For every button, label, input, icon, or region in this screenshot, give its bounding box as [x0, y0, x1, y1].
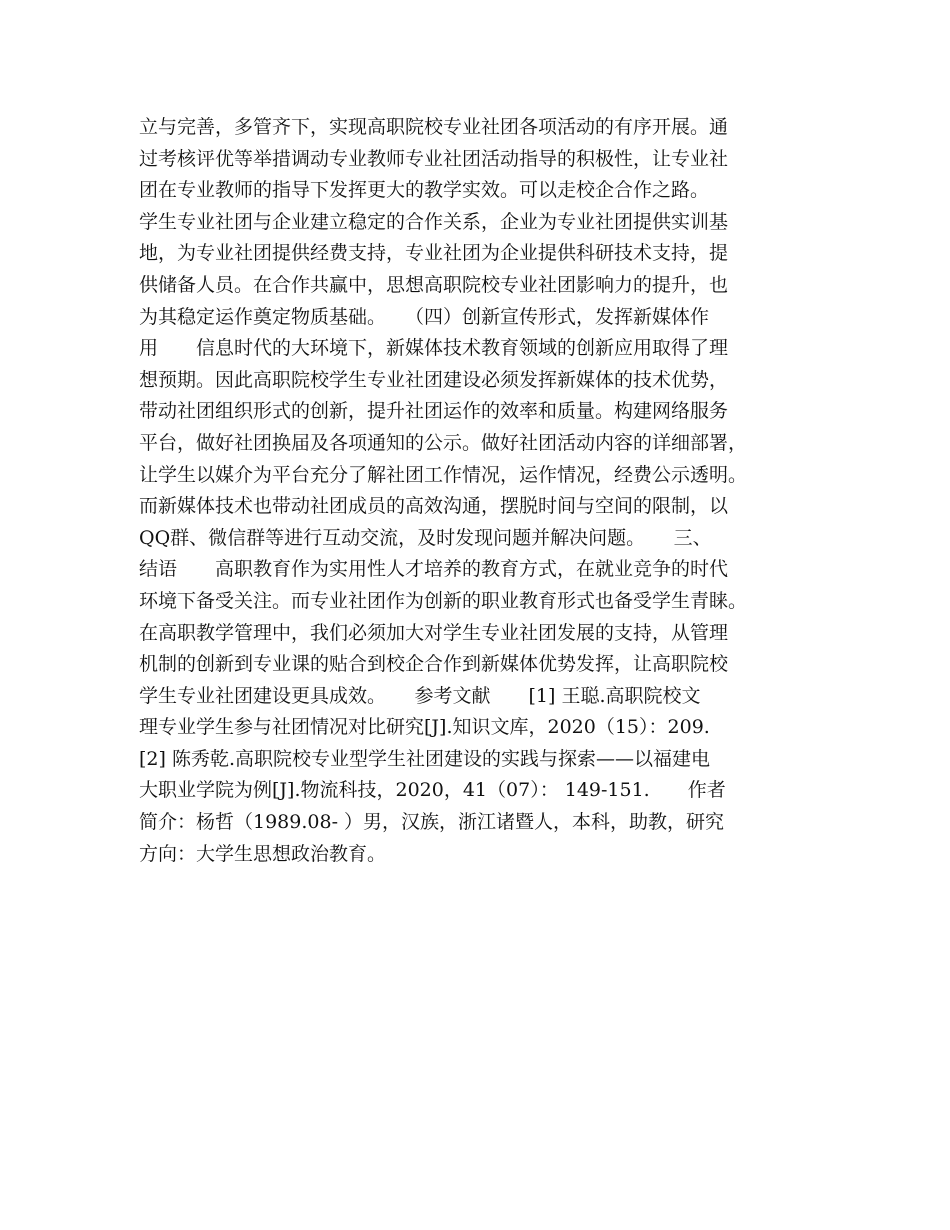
text-line: 机制的创新到专业课的贴合到校企合作到新媒体优势发挥，让高职院校 [139, 653, 729, 676]
text-line: 学生专业社团与企业建立稳定的合作关系，企业为专业社团提供实训基 [139, 210, 729, 233]
text-line: 团在专业教师的指导下发挥更大的教学实效。可以走校企合作之路。 [139, 179, 710, 202]
text-line: 环境下备受关注。而专业社团作为创新的职业教育形式也备受学生青睐。 [139, 589, 748, 612]
text-line: 过考核评优等举措调动专业教师专业社团活动指导的积极性，让专业社 [139, 147, 729, 170]
text-line: 学生专业社团建设更具成效。 参考文献 [1] 王聪.高职院校文 [139, 684, 701, 707]
text-line: 在高职教学管理中，我们必须加大对学生专业社团发展的支持，从管理 [139, 621, 729, 644]
text-line: 大职业学院为例[J].物流科技，2020，41（07）： 149-151. 作者 [139, 779, 726, 802]
text-line: [2] 陈秀乾.高职院校专业型学生社团建设的实践与探索——以福建电 [139, 747, 710, 770]
body-text [139, 112, 839, 870]
text-line: 让学生以媒介为平台充分了解社团工作情况，运作情况，经费公示透明。 [139, 463, 748, 486]
text-line: 用 信息时代的大环境下，新媒体技术教育领域的创新应用取得了理 [139, 337, 729, 360]
text-line: 想预期。因此高职院校学生专业社团建设必须发挥新媒体的技术优势， [139, 368, 729, 391]
text-line: 带动社团组织形式的创新，提升社团运作的效率和质量。构建网络服务 [139, 400, 729, 423]
text-line: QQ群、微信群等进行互动交流，及时发现问题并解决问题。 三、 [139, 526, 712, 549]
text-line: 立与完善，多管齐下，实现高职院校专业社团各项活动的有序开展。通 [139, 116, 729, 138]
text-line: 供储备人员。在合作共赢中，思想高职院校专业社团影响力的提升，也 [139, 273, 729, 296]
text-line: 而新媒体技术也带动社团成员的高效沟通，摆脱时间与空间的限制，以 [139, 495, 729, 518]
text-line: 简介：杨哲（1989.08- ）男，汉族，浙江诸暨人，本科，助教，研究 [139, 811, 725, 834]
text-line: 平台，做好社团换届及各项通知的公示。做好社团活动内容的详细部署， [139, 431, 748, 454]
text-line: 结语 高职教育作为实用性人才培养的教育方式，在就业竞争的时代 [139, 558, 729, 581]
text-line: 方向：大学生思想政治教育。 [139, 842, 387, 865]
text-line: 理专业学生参与社团情况对比研究[J].知识文库，2020（15）：209. [139, 716, 710, 739]
text-line: 为其稳定运作奠定物质基础。 （四）创新宣传形式，发挥新媒体作 [139, 305, 710, 328]
text-line: 地，为专业社团提供经费支持，专业社团为企业提供科研技术支持，提 [139, 242, 729, 265]
